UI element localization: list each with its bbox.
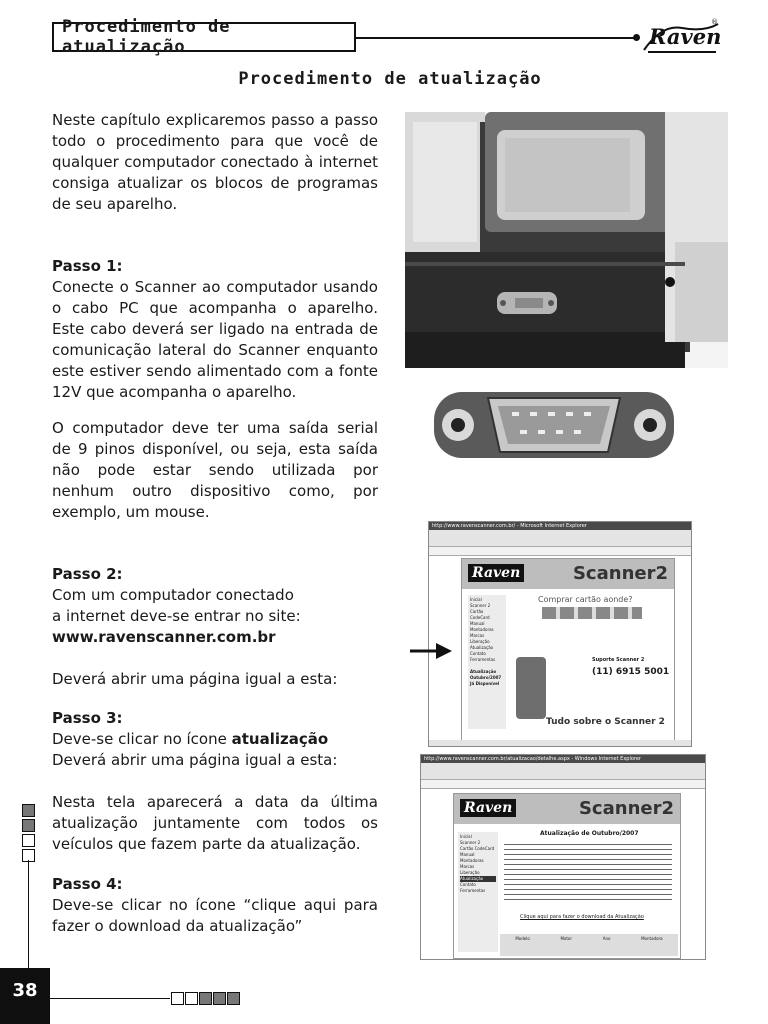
browser1-menu-item: Scanner 2 — [470, 603, 491, 608]
browser2-menu-item: Cartão CodeCard — [460, 846, 495, 851]
header-dot — [633, 34, 640, 41]
browser2-page — [453, 793, 681, 959]
footer-square — [185, 992, 198, 1005]
browser2-product: Scanner2 — [578, 798, 674, 819]
header-title-box — [52, 17, 356, 57]
step1-heading: Passo 1: — [52, 257, 123, 275]
browser1-menu-item: Contato — [470, 651, 486, 656]
footer-squares — [171, 992, 240, 1005]
header-title: Procedimento de atualização — [62, 17, 231, 57]
browser1-banner — [462, 559, 674, 589]
browser2-menu-item: Ferramentas — [460, 888, 486, 893]
step2-section — [52, 564, 378, 690]
arrow-icon — [408, 640, 454, 662]
step4-text: Deve-se clicar no ícone “clique aqui para fazer o download da atualização” — [52, 896, 378, 935]
browser1-menu-item: Atualização — [470, 645, 494, 650]
atualizacao-keyword: atualização — [231, 730, 329, 748]
browser2-download-link: Clique aqui para fazer o download da Atualização — [520, 914, 644, 920]
registered-mark: ® — [711, 18, 718, 26]
browser2-menu-item: Montadoras — [460, 858, 484, 863]
footer-square — [213, 992, 226, 1005]
browser1-release-note: Atualização Outubro/2007 Já Disponível — [470, 669, 502, 686]
step1-section — [52, 256, 378, 403]
step1-serial-note: O computador deve ter uma saída serial de 9 pinos disponível, ou seja, esta saída não pode estar sendo utilizada por nenhum outro dispositivo como, por exemplo, um mouse. — [52, 419, 378, 521]
browser1-promo: Comprar cartão aonde? — [538, 595, 633, 604]
step3-section — [52, 708, 378, 771]
browser1-support-title: Suporte Scanner 2 — [592, 657, 645, 663]
browser-screenshot-update — [420, 754, 706, 960]
browser2-table — [500, 934, 678, 956]
step4-section — [52, 874, 378, 937]
browser1-phone: (11) 6915 5001 — [592, 667, 670, 677]
side-square — [22, 834, 35, 847]
browser1-addressbar — [429, 547, 691, 556]
browser1-toolbar — [429, 530, 691, 547]
browser1-statusbar — [429, 740, 691, 746]
browser1-menu-item: Liberação — [470, 639, 490, 644]
step1-text: Conecte o Scanner ao computador usando o cabo PC que acompanha o aparelho. Este cabo deverá ser ligado na entrada de comunicação lateral do Scanner enquanto este estiver sendo alimentado com a fonte 12V que acompanha o aparelho. — [52, 278, 378, 401]
browser1-menu-item: Cartão CodeCard — [470, 609, 490, 620]
browser2-menu-item: Scanner 2 — [460, 840, 481, 845]
browser2-menu-item: Marcas — [460, 864, 475, 869]
browser1-menu-item: Inicial — [470, 597, 482, 602]
browser2-banner — [454, 794, 680, 824]
step2-line1: Com um computador conectado — [52, 586, 294, 604]
page-number: 38 — [0, 968, 50, 1024]
step3-line2: Deverá abrir uma página igual a esta: — [52, 751, 338, 769]
step4-heading: Passo 4: — [52, 875, 123, 893]
browser1-menu-item: Ferramentas — [470, 657, 496, 662]
browser2-menu-item: Liberação — [460, 870, 480, 875]
browser-screenshot-home — [428, 521, 692, 747]
browser2-menu — [458, 832, 498, 952]
browser2-toolbar — [421, 763, 705, 780]
intro-paragraph: Neste capítulo explicaremos passo a passo todo o procedimento para que você de qualquer computador conectado à internet consiga atualizar os blocos de programas de seu aparelho. — [52, 111, 378, 213]
step2-line2: a internet deve-se entrar no site: — [52, 607, 301, 625]
side-squares — [22, 804, 35, 864]
step2-url: www.ravenscanner.com.br — [52, 628, 276, 646]
browser1-menu-item: Montadoras — [470, 627, 494, 632]
raven-logo-text: Raven — [649, 24, 722, 49]
serial-connector-photo — [428, 382, 680, 468]
browser2-titlebar: http://www.ravenscanner.com.br/atualizacao/detalhe.aspx - Windows Internet Explorer — [421, 755, 705, 763]
step2-after: Deverá abrir uma página igual a esta: — [52, 670, 338, 688]
footer-square — [227, 992, 240, 1005]
browser2-heading: Atualização de Outubro/2007 — [540, 830, 639, 837]
browser2-menu-item: Contato — [460, 882, 476, 887]
browser2-table-header: Motor — [560, 936, 573, 941]
browser1-menu — [468, 595, 506, 729]
browser2-body-text — [504, 844, 672, 904]
side-square — [22, 804, 35, 817]
browser1-cards — [542, 607, 642, 619]
browser1-menu-item: Manual — [470, 621, 485, 626]
browser2-menu-item: Manual — [460, 852, 475, 857]
step3-description: Nesta tela aparecerá a data da última atualização juntamente com todos os veículos que fazem parte da atualização. — [52, 793, 378, 853]
browser1-menu-item: Marcas — [470, 633, 485, 638]
footer-square — [171, 992, 184, 1005]
step2-heading: Passo 2: — [52, 565, 123, 583]
browser2-table-header: Montadora — [641, 936, 663, 941]
side-rule — [28, 860, 29, 970]
browser1-titlebar: http://www.ravenscanner.com.br/ - Microsoft Internet Explorer — [429, 522, 691, 530]
footer-square — [199, 992, 212, 1005]
scanner-device-photo — [405, 112, 728, 368]
page-title: Procedimento de atualização — [238, 69, 542, 89]
footer-rule — [50, 998, 170, 999]
browser1-page — [461, 558, 675, 747]
browser2-addressbar — [421, 780, 705, 789]
step3-heading: Passo 3: — [52, 709, 123, 727]
browser2-menu-item: Inicial — [460, 834, 472, 839]
browser1-logo: Raven — [468, 564, 524, 582]
browser1-about: Tudo sobre o Scanner 2 — [546, 717, 665, 727]
browser2-menu-item-active: Atualização — [460, 876, 496, 882]
browser1-product: Scanner2 — [572, 563, 668, 584]
step3-line1: Deve-se clicar no ícone atualização — [52, 730, 329, 748]
browser2-logo: Raven — [460, 799, 516, 817]
side-square — [22, 819, 35, 832]
browser2-table-header: Ano — [602, 936, 611, 941]
header-rule — [356, 37, 636, 39]
browser1-scanner-image — [516, 657, 546, 719]
browser2-table-header: Modelo — [515, 936, 530, 941]
